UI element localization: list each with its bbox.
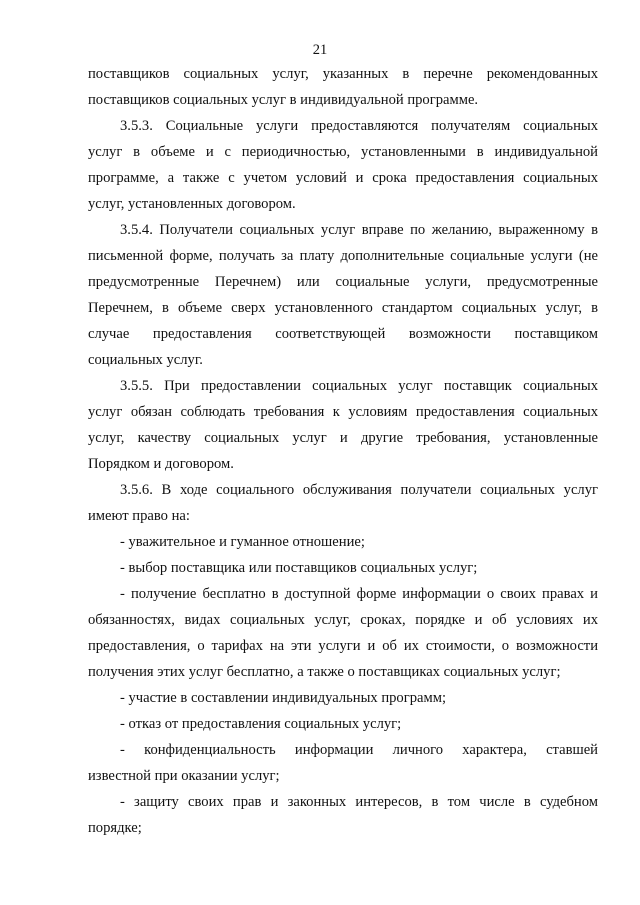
text-line: письменной форме, получать за плату дополнительные социальные услуги (не bbox=[88, 248, 598, 264]
text-line: получения этих услуг бесплатно, а также о поставщиках социальных услуг; bbox=[88, 664, 561, 680]
list-item: - участие в составлении индивидуальных программ; bbox=[120, 690, 447, 706]
list-item: - конфиденциальность информации личного характера, ставшей bbox=[120, 742, 598, 758]
text-line: поставщиков социальных услуг, указанных в перечне рекомендованных bbox=[88, 66, 598, 82]
paragraph-first-line: 3.5.6. В ходе социального обслуживания получатели социальных услуг bbox=[120, 482, 598, 498]
text-line: предусмотренные Перечнем) или социальные услуги, предусмотренные bbox=[88, 274, 598, 290]
paragraph-first-line: 3.5.4. Получатели социальных услуг вправе по желанию, выраженному в bbox=[120, 222, 598, 238]
text-line: услуг, качеству социальных услуг и другие требования, установленные bbox=[88, 430, 598, 446]
text-line: предоставления, о тарифах на эти услуги и об их стоимости, о возможности bbox=[88, 638, 598, 654]
text-line: услуг, установленных договором. bbox=[88, 196, 296, 212]
text-line: обязанностях, видах социальных услуг, сроках, порядке и об условиях их bbox=[88, 612, 598, 628]
text-line: программе, а также с учетом условий и срока предоставления социальных bbox=[88, 170, 598, 186]
paragraph-first-line: 3.5.5. При предоставлении социальных услуг поставщик социальных bbox=[120, 378, 598, 394]
list-item: - защиту своих прав и законных интересов, в том числе в судебном bbox=[120, 794, 598, 810]
text-line: Перечнем, в объеме сверх установленного стандартом социальных услуг, в bbox=[88, 300, 598, 316]
text-line: имеют право на: bbox=[88, 508, 190, 524]
text-line: поставщиков социальных услуг в индивидуальной программе. bbox=[88, 92, 479, 108]
text-line: известной при оказании услуг; bbox=[88, 768, 280, 784]
list-item: - получение бесплатно в доступной форме информации о своих правах и bbox=[120, 586, 598, 602]
text-line: услуг в объеме и с периодичностью, установленными в индивидуальной bbox=[88, 144, 598, 160]
text-line: социальных услуг. bbox=[88, 352, 203, 368]
paragraph-first-line: 3.5.3. Социальные услуги предоставляются получателям социальных bbox=[120, 118, 598, 134]
text-line: случае предоставления соответствующей возможности поставщиком bbox=[88, 326, 598, 342]
list-item: - выбор поставщика или поставщиков социальных услуг; bbox=[120, 560, 478, 576]
list-item: - уважительное и гуманное отношение; bbox=[120, 534, 365, 550]
text-line: услуг обязан соблюдать требования к условиям предоставления социальных bbox=[88, 404, 598, 420]
list-item: - отказ от предоставления социальных услуг; bbox=[120, 716, 402, 732]
page-number: 21 bbox=[312, 42, 328, 58]
text-line: порядке; bbox=[88, 820, 142, 836]
text-line: Порядком и договором. bbox=[88, 456, 234, 472]
